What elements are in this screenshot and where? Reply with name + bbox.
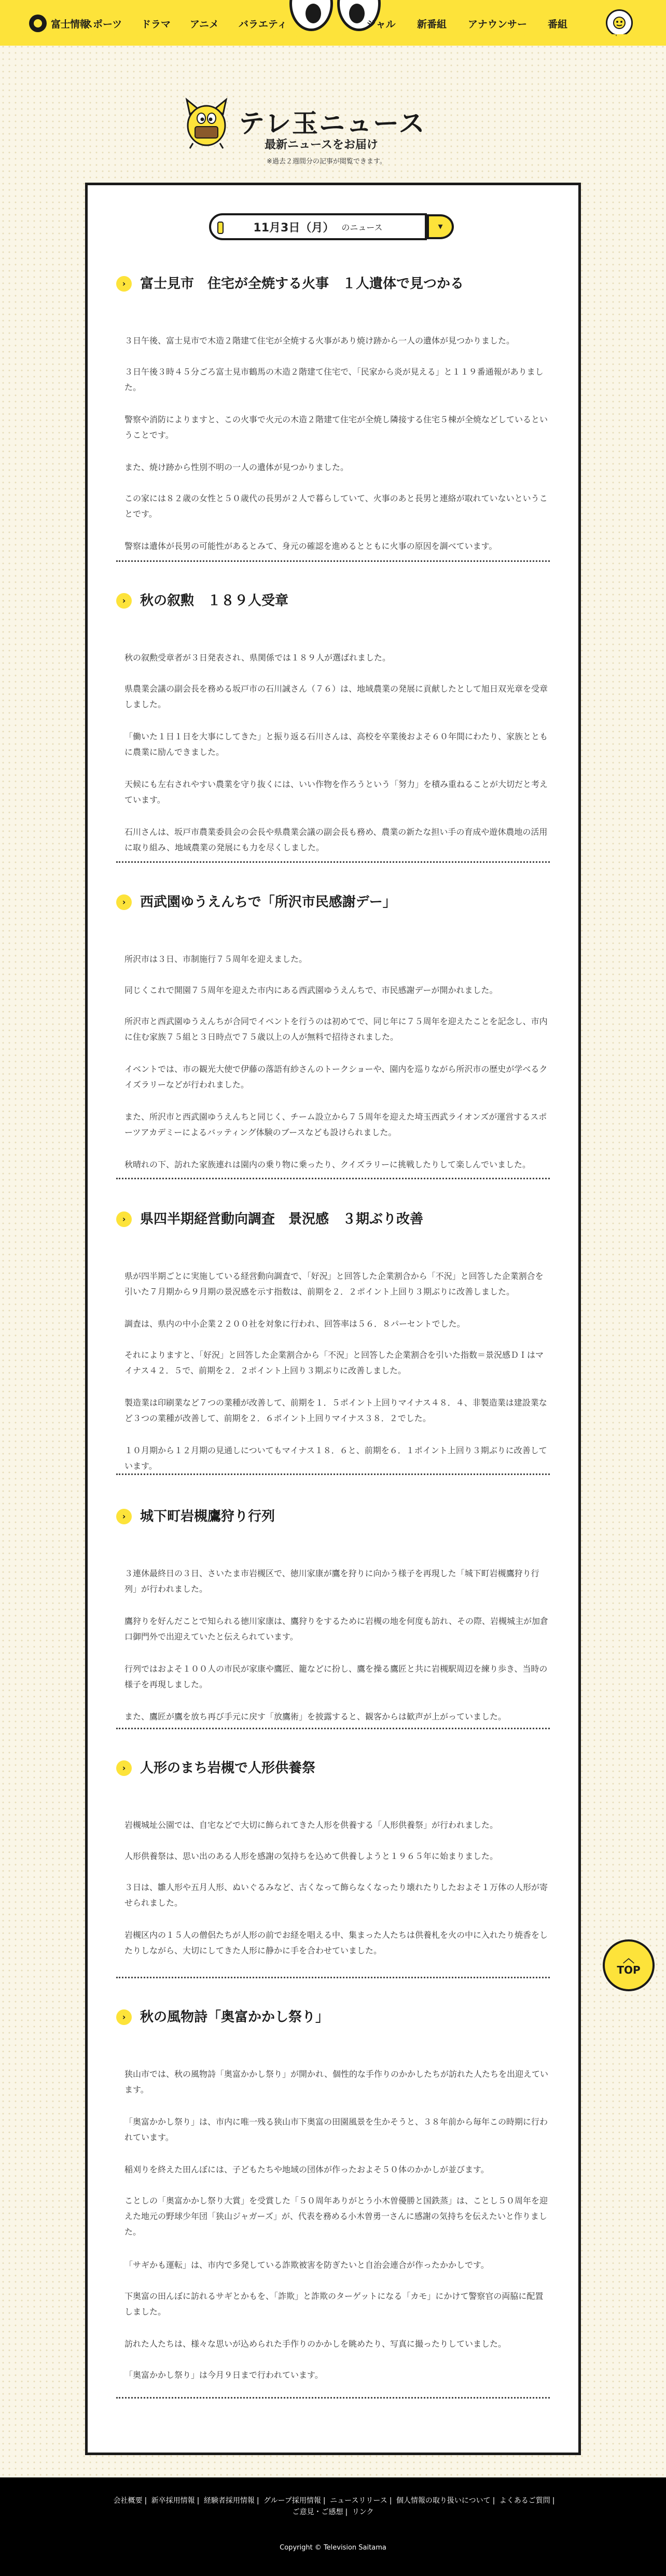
article-paragraph: 下奥富の田んぼに訪れるサギとかもを、「詐欺」と詐欺のターゲットになる「カモ」にかけて警察官の両脇に配置しました。 bbox=[124, 2291, 544, 2317]
chevron-right-icon: › bbox=[116, 2009, 132, 2025]
article-paragraph: 製造業は印刷業など７つの業種が改善して、前期を１．５ポイント上回りマイナス４８．４、非製造業は建設業など３つの業種が改善して、前期を２．６ポイント上回りマイナス３８．２でした。 bbox=[124, 1398, 547, 1423]
menu-button[interactable] bbox=[606, 9, 633, 36]
archive-note: ※過去２週間分の記事が閲覧できます。 bbox=[267, 158, 386, 166]
footer-separator: | bbox=[552, 2497, 555, 2505]
left-eye-icon bbox=[289, 0, 333, 31]
chevron-right-icon: › bbox=[116, 1760, 132, 1776]
chevron-right-icon: › bbox=[116, 1509, 132, 1524]
site-logo[interactable] bbox=[29, 15, 89, 32]
article-paragraph: 訪れた人たちは、様々な思いが込められた手作りのかかしを眺めたり、写真に撮ったりしていました。 bbox=[124, 2339, 507, 2349]
chevron-down-icon: ▾ bbox=[438, 221, 443, 232]
article-title: › 秋の風物詩「奥富かかし祭り」 bbox=[116, 2008, 550, 2026]
footer-link-company[interactable]: 会社概要 bbox=[113, 2497, 143, 2505]
selected-date: 11月3日（月） bbox=[253, 221, 335, 235]
mascot-eyes bbox=[289, 0, 378, 33]
news-article bbox=[116, 1759, 550, 1955]
date-dropdown-button[interactable] bbox=[427, 214, 454, 239]
article-paragraph: それによりますと、「好況」と回答した企業割合から「不況」と回答した企業割合を引いた指数＝景況感ＤＩはマイナス４２．５で、前期を２．２ポイント上回り３期ぶりに改善しました。 bbox=[124, 1350, 544, 1375]
footer-link-news-release[interactable]: ニュースリリース bbox=[330, 2497, 387, 2505]
article-paragraph: ３日は、雛人形や五月人形、ぬいぐるみなど、古くなって飾らなくなったり壊れたりしたおよそ１万体の人形が寄せられました。 bbox=[124, 1882, 548, 1908]
article-paragraph: 秋晴れの下、訪れた家族連れは園内の乗り物に乗ったり、クイズラリーに挑戦したりして楽しんでいました。 bbox=[124, 1160, 531, 1169]
news-article bbox=[116, 2008, 550, 2380]
article-paragraph: 警察は遺体が長男の可能性があるとみて、身元の確認を進めるとともに火事の原因を調べています。 bbox=[124, 541, 497, 551]
article-divider bbox=[116, 861, 550, 863]
news-article bbox=[116, 893, 550, 1169]
article-paragraph: 同じくこれで開園７５周年を迎えた市内にある西武園ゆうえんちで、市民感謝デーが開かれました。 bbox=[124, 985, 498, 995]
news-article bbox=[116, 275, 550, 551]
footer-links-row bbox=[0, 2506, 666, 2518]
footer-separator: | bbox=[323, 2497, 326, 2505]
article-paragraph: 秋の叙勲受章者が３日発表され、県関係では１８９人が選ばれました。 bbox=[124, 653, 391, 663]
article-paragraph: 稲刈りを終えた田んぼには、子どもたちや地域の団体が作ったおよそ５０体のかかしが並びます。 bbox=[124, 2165, 489, 2174]
copyright: Copyright © Television Saitama bbox=[280, 2544, 386, 2552]
article-divider bbox=[116, 1977, 550, 1978]
article-divider bbox=[116, 1178, 550, 1179]
footer-separator: | bbox=[389, 2497, 392, 2505]
article-paragraph: 「奥富かかし祭り」は今月９日まで行われています。 bbox=[124, 2370, 323, 2380]
nav-item-variety[interactable]: バラエティ bbox=[239, 19, 287, 30]
footer-separator: | bbox=[492, 2497, 495, 2505]
article-divider bbox=[116, 1473, 550, 1475]
footer-link-privacy[interactable]: 個人情報の取り扱いについて bbox=[396, 2497, 491, 2505]
footer-links-row bbox=[0, 2495, 666, 2506]
logo-mark-icon bbox=[29, 15, 47, 32]
footer-separator: | bbox=[144, 2497, 147, 2505]
article-paragraph: 行列ではおよそ１００人の市民が家康や鷹匠、籠などに扮し、鷹を操る鷹匠と共に岩槻駅周辺を練り歩き、当時の様子を再現しました。 bbox=[124, 1664, 548, 1689]
footer-link-faq[interactable]: よくあるご質問 bbox=[499, 2497, 550, 2505]
article-paragraph: 「働いた１日１日を大事にしてきた」と振り返る石川さんは、高校を卒業後およそ６０年間にわたり、家族とともに農業に励んできました。 bbox=[124, 732, 548, 757]
article-title: › 人形のまち岩槻で人形供養祭 bbox=[116, 1759, 550, 1777]
article-divider bbox=[116, 560, 550, 562]
article-paragraph: また、鷹匠が鷹を放ち再び手元に戻す「放鷹術」を披露すると、観客からは歓声が上がっていました。 bbox=[124, 1712, 507, 1721]
article-paragraph: 県が四半期ごとに実施している経営動向調査で、「好況」と回答した企業割合から「不況」と回答した企業割合を引いた７月期から９月期の景況感を示す指数は、前期を２．２ポイント上回り３期ぶりに改善しました。 bbox=[124, 1271, 544, 1297]
news-article bbox=[116, 1210, 550, 1471]
article-paragraph: この家には８２歳の女性と５０歳代の長男が２人で暮らしていて、火事のあと長男と連絡が取れていないということです。 bbox=[124, 493, 548, 519]
article-divider bbox=[116, 2397, 550, 2399]
article-title: › 城下町岩槻鷹狩り行列 bbox=[116, 1508, 550, 1525]
nav-item-sports[interactable]: スポーツ bbox=[83, 19, 122, 30]
back-to-top-label: TOP bbox=[617, 1964, 641, 1976]
article-paragraph: ことしの「奥富かかし祭り大賞」を受賞した「５０周年ありがとう小木曽優勝と国鉄蒸」は、ことし５０周年を迎えた地元の野球少年団「狭山ジャガーズ」が、代表を務める小木曽勇一さんに感謝の気持ちを伝えたいと作りました。 bbox=[124, 2196, 548, 2237]
footer-link-new-grad[interactable]: 新卒採用情報 bbox=[151, 2497, 195, 2505]
article-paragraph: 天候にも左右されやすい農業を守り抜くには、いい作物を作ろうという「努力」を積み重ねることが大切だと考えています。 bbox=[124, 779, 548, 805]
news-article bbox=[116, 1508, 550, 1721]
article-paragraph: 「奥富かかし祭り」は、市内に唯一残る狭山市下奥富の田園風景を生かそうと、３８年前から毎年この時期に行われています。 bbox=[124, 2117, 548, 2142]
article-paragraph: 調査は、県内の中小企業２２００社を対象に行われ、回答率は５６．８パーセントでした。 bbox=[124, 1319, 465, 1329]
nav-item-jal[interactable]: ジャル bbox=[366, 19, 396, 30]
footer-link-links[interactable]: リンク bbox=[352, 2508, 374, 2516]
chevron-right-icon: › bbox=[116, 894, 132, 910]
footer-separator: | bbox=[197, 2497, 200, 2505]
date-selector[interactable] bbox=[209, 213, 456, 240]
date-selector-body[interactable] bbox=[209, 213, 427, 240]
footer-links bbox=[0, 2495, 666, 2518]
back-to-top-button[interactable] bbox=[603, 1939, 655, 1991]
article-paragraph: 県農業会議の副会長を務める坂戸市の石川誠さん（７６）は、地域農業の発展に貢献したとして旭日双光章を受章しました。 bbox=[124, 684, 548, 709]
article-paragraph: 人形供養祭は、思い出のある人形を感謝の気持ちを込めて供養しようと１９６５年に始まりました。 bbox=[124, 1851, 498, 1861]
article-title: › 富士見市 住宅が全焼する火事 １人遺体で見つかる bbox=[116, 275, 550, 293]
footer-link-group[interactable]: グループ採用情報 bbox=[263, 2497, 321, 2505]
logo-text: 富士情報 bbox=[51, 18, 90, 30]
article-paragraph: ３日午後３時４５分ごろ富士見市鶴馬の木造２階建て住宅で、「民家から炎が見える」と１１９番通報がありました。 bbox=[124, 367, 544, 392]
article-paragraph: ３連休最終日の３日、さいたま市岩槻区で、徳川家康が鷹を狩りに向かう様子を再現した「城下町岩槻鷹狩り行列」が行われました。 bbox=[124, 1568, 539, 1594]
footer-link-feedback[interactable]: ご意見・ご感想 bbox=[292, 2508, 343, 2516]
article-paragraph: 岩槻区内の１５人の僧侶たちが人形の前でお経を唱える中、集まった人たちは供養札を火の中に入れたり焼香をしたりしながら、大切にしてきた人形に静かに手を合わせていました。 bbox=[124, 1930, 548, 1955]
date-suffix: のニュース bbox=[341, 222, 383, 232]
footer-separator: | bbox=[345, 2508, 348, 2516]
article-divider bbox=[116, 1728, 550, 1729]
chevron-right-icon: › bbox=[116, 1211, 132, 1227]
article-paragraph: 鷹狩りを好んだことで知られる徳川家康は、鷹狩りをするために岩槻の地を何度も訪れ、その際、岩槻城主が加倉口御門外で出迎えていたと伝えられています。 bbox=[124, 1616, 548, 1642]
page-title: テレ玉ニュース bbox=[239, 108, 426, 139]
article-paragraph: 警察や消防によりますと、この火事で火元の木造２階建て住宅が全焼し隣接する住宅５棟が全焼などしているということです。 bbox=[124, 415, 548, 440]
mascot-illustration bbox=[183, 93, 230, 150]
article-paragraph: 所沢市と西武園ゆうえんちが合同でイベントを行うのは初めてで、同じ年に７５周年を迎えたことを記念し、市内に住む家族７５組と３日時点で７５歳以上の人が無料で招待されました。 bbox=[124, 1016, 548, 1042]
article-paragraph: 石川さんは、坂戸市農業委員会の会長や県農業会議の副会長も務め、農業の新たな担い手の育成や遊休農地の活用に取り組み、地域農業の発展にも力を尽くしました。 bbox=[124, 827, 548, 852]
article-paragraph: 岩槻城址公園では、自宅などで大切に飾られてきた人形を供養する「人形供養祭」が行われました。 bbox=[124, 1820, 498, 1830]
nav-item-drama[interactable]: ドラマ bbox=[141, 19, 171, 30]
site-footer bbox=[0, 2477, 666, 2576]
nav-item-new-programs[interactable]: 新番組 bbox=[417, 19, 447, 30]
article-paragraph: 狭山市では、秋の風物詩「奥富かかし祭り」が開かれ、個性的な手作りのかかしたちが訪れた人たちを出迎えています。 bbox=[124, 2069, 548, 2095]
footer-link-experienced[interactable]: 経験者採用情報 bbox=[203, 2497, 255, 2505]
article-paragraph: また、所沢市と西武園ゆうえんちと同じく、チーム設立から７５周年を迎えた埼玉西武ライオンズが運営するスポーツアカデミーによるバッティング体験のブースなども設けられました。 bbox=[124, 1112, 547, 1137]
article-title: › 西武園ゆうえんちで「所沢市民感謝デー」 bbox=[116, 893, 550, 911]
news-article bbox=[116, 592, 550, 852]
footer-separator: | bbox=[256, 2497, 259, 2505]
article-title: › 県四半期経営動向調査 景況感 ３期ぶり改善 bbox=[116, 1210, 550, 1228]
chevron-right-icon: › bbox=[116, 276, 132, 292]
article-paragraph: 所沢市は３日、市制施行７５周年を迎えました。 bbox=[124, 954, 308, 964]
nav-item-anime[interactable]: アニメ bbox=[190, 19, 219, 30]
nav-item-announcers[interactable]: アナウンサー bbox=[468, 19, 528, 30]
article-title: › 秋の叙勲 １８９人受章 bbox=[116, 592, 550, 610]
chevron-right-icon: › bbox=[116, 593, 132, 609]
article-paragraph: また、焼け跡から性別不明の一人の遺体が見つかりました。 bbox=[124, 462, 349, 472]
chevron-up-icon: ︿ bbox=[622, 1952, 634, 1965]
article-paragraph: ３日午後、富士見市で木造２階建て住宅が全焼する火事があり焼け跡から一人の遺体が見つかりました。 bbox=[124, 336, 515, 346]
page-subtitle: 最新ニュースをお届け bbox=[265, 139, 378, 151]
top-navigation bbox=[0, 0, 666, 46]
nav-item-programs[interactable]: 番組 bbox=[548, 19, 568, 30]
article-paragraph: イベントでは、市の観光大使で伊藤の落語有紗さんのトークショーや、園内を巡りながら所沢市の歴史が学べるクイズラリーなどが行われました。 bbox=[124, 1064, 548, 1090]
article-paragraph: １０月期から１２月期の見通しについてもマイナス１８．６と、前期を６．１ポイント上回り３期ぶりに改善しています。 bbox=[124, 1445, 547, 1471]
article-paragraph: 「サギかも運転」は、市内で多発している詐欺被害を防ぎたいと自治会連合が作ったかかしです。 bbox=[124, 2260, 489, 2270]
mascot-face-icon bbox=[613, 16, 626, 30]
